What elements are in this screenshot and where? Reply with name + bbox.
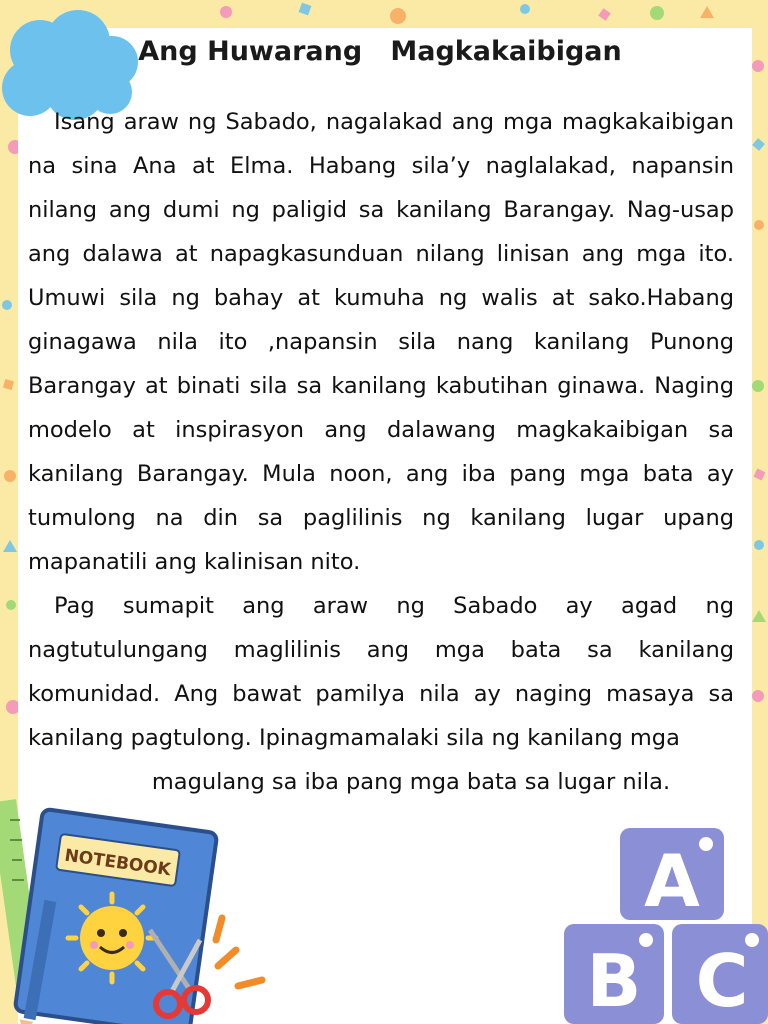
story-body xyxy=(28,100,734,804)
story-title: Ang Huwarang Magkakaibigan xyxy=(138,36,622,67)
notebook-decoration xyxy=(0,790,290,1024)
confetti-square xyxy=(754,469,766,481)
confetti-dot xyxy=(390,8,406,24)
confetti-square xyxy=(299,3,312,16)
confetti-dot xyxy=(754,220,764,230)
confetti-dot xyxy=(6,600,16,610)
abc-blocks-decoration xyxy=(556,826,768,1024)
block-c-icon xyxy=(672,924,768,1024)
block-b-icon xyxy=(564,924,664,1024)
confetti-dot xyxy=(520,4,530,14)
confetti-dot xyxy=(4,470,16,482)
confetti-triangle xyxy=(3,540,17,552)
confetti-dot xyxy=(752,690,764,702)
confetti-square xyxy=(3,379,14,390)
story-paragraph-1: Isang araw ng Sabado, nagalakad ang mga magkakaibigan na sina Ana at Elma. Habang sila’y naglalakad, napansin nilang ang dumi ng paligid sa kanilang Barangay. Nag-usap ang dalawa at napagkasunduan nilang linisan ang mga ito. Umuwi sila ng bahay at kumuha ng walis at sako.Habang ginagawa nila ito ,napansin sila nang kanilang Punong Barangay at binati sila sa kanilang kabutihan ginawa. Naging modelo at inspirasyon ang dalawang magkakaibigan sa kanilang Barangay. Mula noon, ang iba pang mga bata ay tumulong na din sa paglilinis ng kanilang lugar upang mapanatili ang kalinisan nito. xyxy=(28,109,734,575)
sun-icon xyxy=(68,894,156,982)
confetti-dot xyxy=(752,380,764,392)
confetti-dot xyxy=(2,300,12,310)
story-paragraph-3: magulang sa iba pang mga bata sa lugar nila. xyxy=(151,769,671,795)
confetti-square xyxy=(752,138,765,151)
notebook-label: NOTEBOOK xyxy=(63,845,172,881)
confetti-square xyxy=(598,8,611,21)
confetti-dot xyxy=(650,6,664,20)
svg-text:C: C xyxy=(695,939,749,1023)
story-paragraph-2: Pag sumapit ang araw ng Sabado ay agad ng nagtutulungang maglilinis ang mga bata sa kanilang komunidad. Ang bawat pamilya nila ay naging masaya sa kanilang pagtulong. Ipinagmamalaki sila ng kanilang mga xyxy=(28,593,734,751)
confetti-triangle xyxy=(752,610,766,622)
block-a-icon xyxy=(620,828,724,923)
svg-text:A: A xyxy=(644,839,700,923)
confetti-triangle xyxy=(700,6,714,18)
confetti-dot xyxy=(220,6,232,18)
confetti-dot xyxy=(754,540,764,550)
sparkle-icon xyxy=(216,918,262,986)
svg-text:B: B xyxy=(586,939,642,1023)
